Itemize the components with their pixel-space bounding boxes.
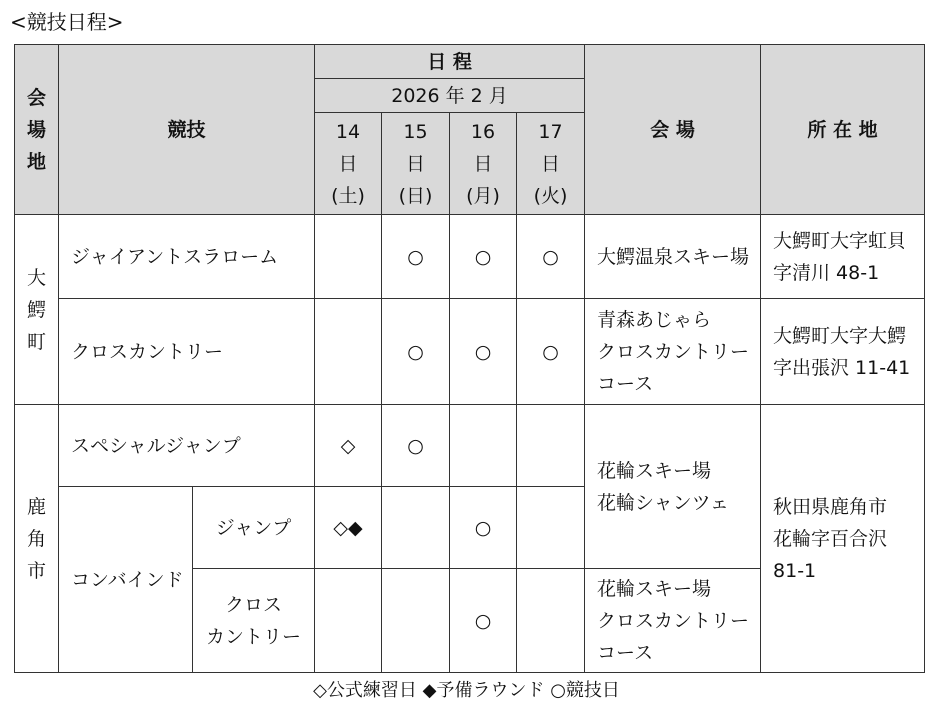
event-giant-slalom: ジャイアントスラローム [59,215,315,299]
schedule-mark [382,569,450,673]
header-location: 所 在 地 [761,45,925,215]
competition-schedule-table [14,44,925,673]
area-kazuno: 鹿 角 市 [15,405,59,673]
schedule-mark: ○ [382,215,450,299]
schedule-mark: ○ [450,299,517,405]
schedule-mark [382,487,450,569]
table-row [15,299,925,405]
table-row [15,405,925,487]
venue-ajara: 青森あじゃら クロスカントリー コース [585,299,761,405]
header-venue: 会 場 [585,45,761,215]
event-combined-cross: クロス カントリー [193,569,315,673]
schedule-mark: ◇◆ [315,487,382,569]
schedule-mark: ◇ [315,405,382,487]
header-year-month: 2026 年 2 月 [315,79,585,113]
schedule-mark: ○ [450,487,517,569]
event-special-jump: スペシャルジャンプ [59,405,315,487]
location-owani-2: 大鰐町大字大鰐 字出張沢 11-41 [761,299,925,405]
legend: ◇公式練習日 ◆予備ラウンド ○競技日 [313,680,620,701]
schedule-mark [315,299,382,405]
schedule-mark: ○ [382,299,450,405]
schedule-mark [450,405,517,487]
event-combined: コンバインド [59,487,193,673]
venue-owani-onsen: 大鰐温泉スキー場 [585,215,761,299]
schedule-mark: ○ [450,215,517,299]
venue-hanawa-cross: 花輪スキー場 クロスカントリー コース [585,569,761,673]
schedule-mark [315,569,382,673]
header-date-16: 16 日 (月) [450,113,517,215]
schedule-mark [315,215,382,299]
schedule-mark [517,487,585,569]
schedule-mark: ○ [382,405,450,487]
header-date-14: 14 日 (土) [315,113,382,215]
schedule-mark: ○ [450,569,517,673]
table-row [15,215,925,299]
venue-hanawa-jump: 花輪スキー場 花輪シャンツェ [585,405,761,569]
area-owani: 大 鰐 町 [15,215,59,405]
header-schedule: 日 程 [315,45,585,79]
header-venue-area: 会 場 地 [15,45,59,215]
header-event: 競技 [59,45,315,215]
location-owani-1: 大鰐町大字虹貝 字清川 48-1 [761,215,925,299]
header-date-15: 15 日 (日) [382,113,450,215]
schedule-mark [517,569,585,673]
event-cross-country: クロスカントリー [59,299,315,405]
schedule-mark: ○ [517,299,585,405]
event-combined-jump: ジャンプ [193,487,315,569]
table-caption: <競技日程> [10,10,124,34]
header-date-17: 17 日 (火) [517,113,585,215]
schedule-mark [517,405,585,487]
location-kazuno: 秋田県鹿角市 花輪字百合沢 81-1 [761,405,925,673]
schedule-mark: ○ [517,215,585,299]
